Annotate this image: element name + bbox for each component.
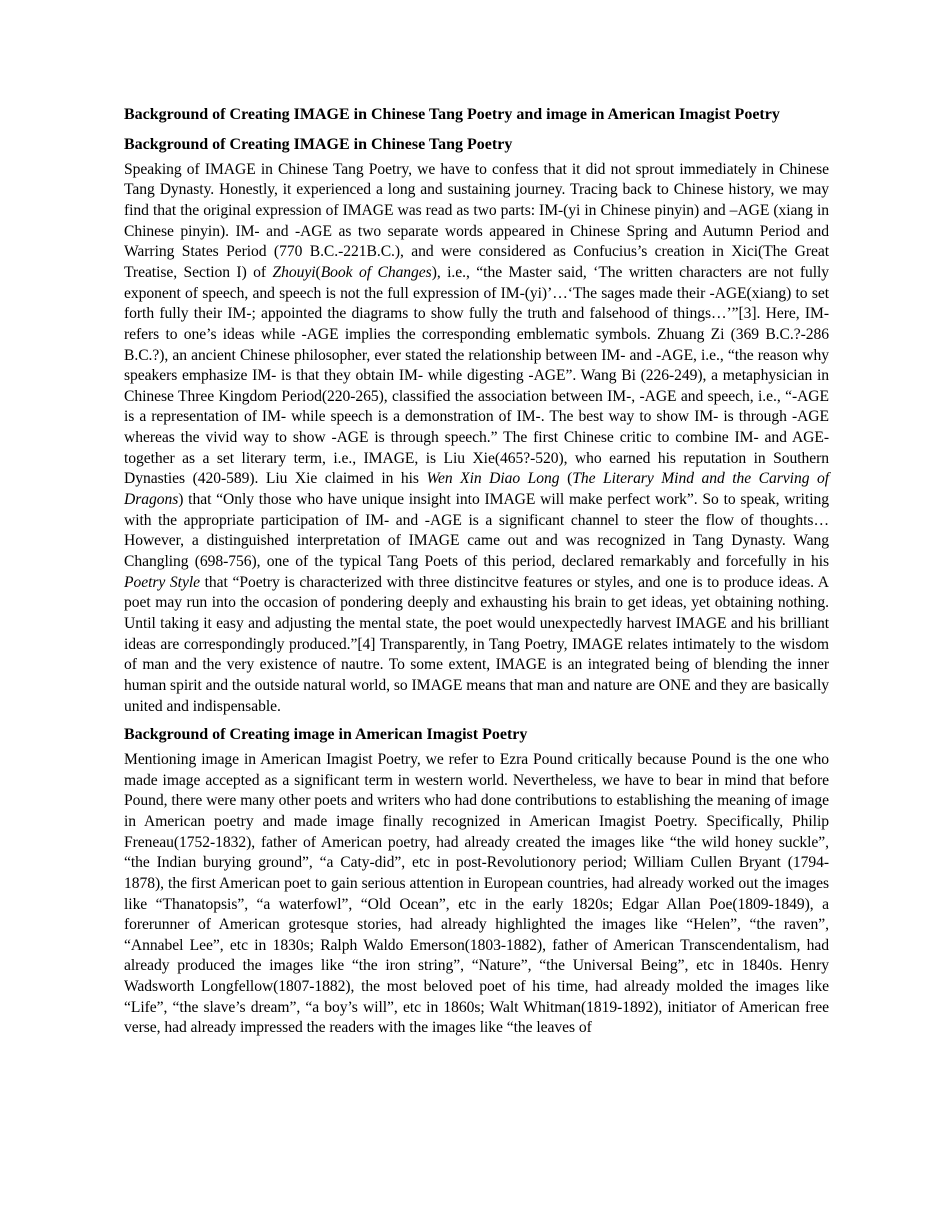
paragraph-imagist-poetry: Mentioning image in American Imagist Poetry, we refer to Ezra Pound critically because Pound is the one who made image accepted as a significant term in western world. Nevertheless, we have to bear in mind that before Pound, there were many other poets and writers who had done contributions to establishing the meaning of image in American poetry and made image finally recognized in American Imagist Poetry. Specifically, Philip Freneau(1752-1832), father of American poetry, had already created the images like “the wild honey suckle”, “the Indian burying ground”, “a Caty-did”, etc in post-Revolutionory period; William Cullen Bryant (1794-1878), the first American poet to gain serious attention in European countries, had already worked out the images like “Thanatopsis”, “a waterfowl”, “Old Ocean”, etc in the early 1820s; Edgar Allan Poe(1809-1849), a forerunner of American grotesque stories, had already highlighted the images like “Helen”, “the raven”, “Annabel Lee”, etc in 1830s; Ralph Waldo Emerson(1803-1882), father of American Transcendentalism, had already produced the images like “the iron string”, “Nature”, “the Universal Being”, etc in 1840s. Henry Wadsworth Longfellow(1807-1882), the most beloved poet of his time, had already molded the images like “Life”, “the slave’s dream”, “a boy’s will”, etc in 1860s; Walt Whitman(1819-1892), initiator of American free verse, had already impressed the readers with the images like “the leaves of	[124, 750, 829, 1037]
document-page	[124, 104, 829, 1047]
document-title: Background of Creating IMAGE in Chinese Tang Poetry and image in American Imagist Poetry	[124, 106, 780, 123]
italic-title-book-of-changes: Book of Changes	[320, 263, 432, 281]
text-run: that “Poetry is characterized with three distincitve features or styles, and one is to produce ideas. A poet may run into the occasion of pondering deeply and exhausting his brain to get ideas, yet obtaining nothing. Until taking it easy and adjusting the mental state, the poet would unexpectedly harvest IMAGE and his brilliant ideas are correspondingly produced.”[4] Transparently, in Tang Poetry, IMAGE relates intimately to the wisdom of man and the very existence of nautre. To some extent, IMAGE is an integrated being of blending the inner human spirit and the outside natural world, so IMAGE means that man and nature are ONE and they are basically united and indispensable.	[124, 573, 829, 715]
italic-title-wen-xin: Wen Xin Diao Long	[426, 470, 560, 488]
text-run: ), i.e., “the Master said, ‘The written characters are not fully exponent of speech, and speech is not the full expression of IM-(yi)’…‘The sages made their -AGE(xiang) to set forth fully their IM-; appointed the diagrams to show fully the truth and falsehood of things…’”[3]. Here, IM- refers to one’s ideas while -AGE implies the corresponding emblematic symbols. Zhuang Zi (369 B.C.?-286 B.C.?), an ancient Chinese philosopher, ever stated the relationship between IM- and -AGE, i.e., “the reason why speakers emphasize IM- is that they obtain IM- while digesting -AGE”. Wang Bi (226-249), a metaphysician in Chinese Three Kingdom Period(220-265), classified the association between IM-, -AGE and speech, i.e., “-AGE is a representation of IM- while speech is a demonstration of IM-. The best way to show IM- is through -AGE whereas the vivid way to show -AGE is through speech.” The first Chinese critic to combine IM- and AGE- together as a set literary term, i.e., IMAGE, is Liu Xie(465?-520), who earned his reputation in Southern Dynasties (420-589). Liu Xie claimed in his	[124, 263, 830, 488]
text-run: ) that “Only those who have unique insight into IMAGE will make perfect work”. So to speak, writing with the appropriate participation of IM- and -AGE is a significant channel to steer the flow of thoughts…However, a distinguished interpretation of IMAGE came out and was recognized in Tang Dynasty. Wang Changling (698-756), one of the typical Tang Poets of this period, declared remarkably and forcefully in his	[124, 491, 829, 571]
paragraph-tang-poetry	[124, 160, 829, 718]
italic-title-poetry-style: Poetry Style	[124, 573, 200, 591]
italic-title-zhouyi: Zhouyi	[272, 263, 316, 281]
text-run: (	[315, 263, 321, 281]
section-heading-imagist: Background of Creating image in American Imagist Poetry	[124, 726, 528, 744]
italic-title-literary-mind: The Literary Mind and the Carving of Dragons	[124, 470, 829, 509]
text-run: (	[559, 470, 573, 488]
text-run: Speaking of IMAGE in Chinese Tang Poetry, we have to confess that it did not sprout immediately in Chinese Tang Dynasty. Honestly, it experienced a long and sustaining journey. Tracing back to Chinese history, we may find that the original expression of IMAGE was read as two parts: IM-(yi in Chinese pinyin) and –AGE (xiang in Chinese pinyin). IM- and -AGE as two separate words appeared in Chinese Spring and Autumn Period and Warring States Period (770 B.C.-221B.C.), and were considered as Confucius’s creation in Xici(The Great Treatise, Section I) of	[124, 160, 829, 281]
section-heading-tang: Background of Creating IMAGE in Chinese Tang Poetry	[124, 136, 513, 153]
